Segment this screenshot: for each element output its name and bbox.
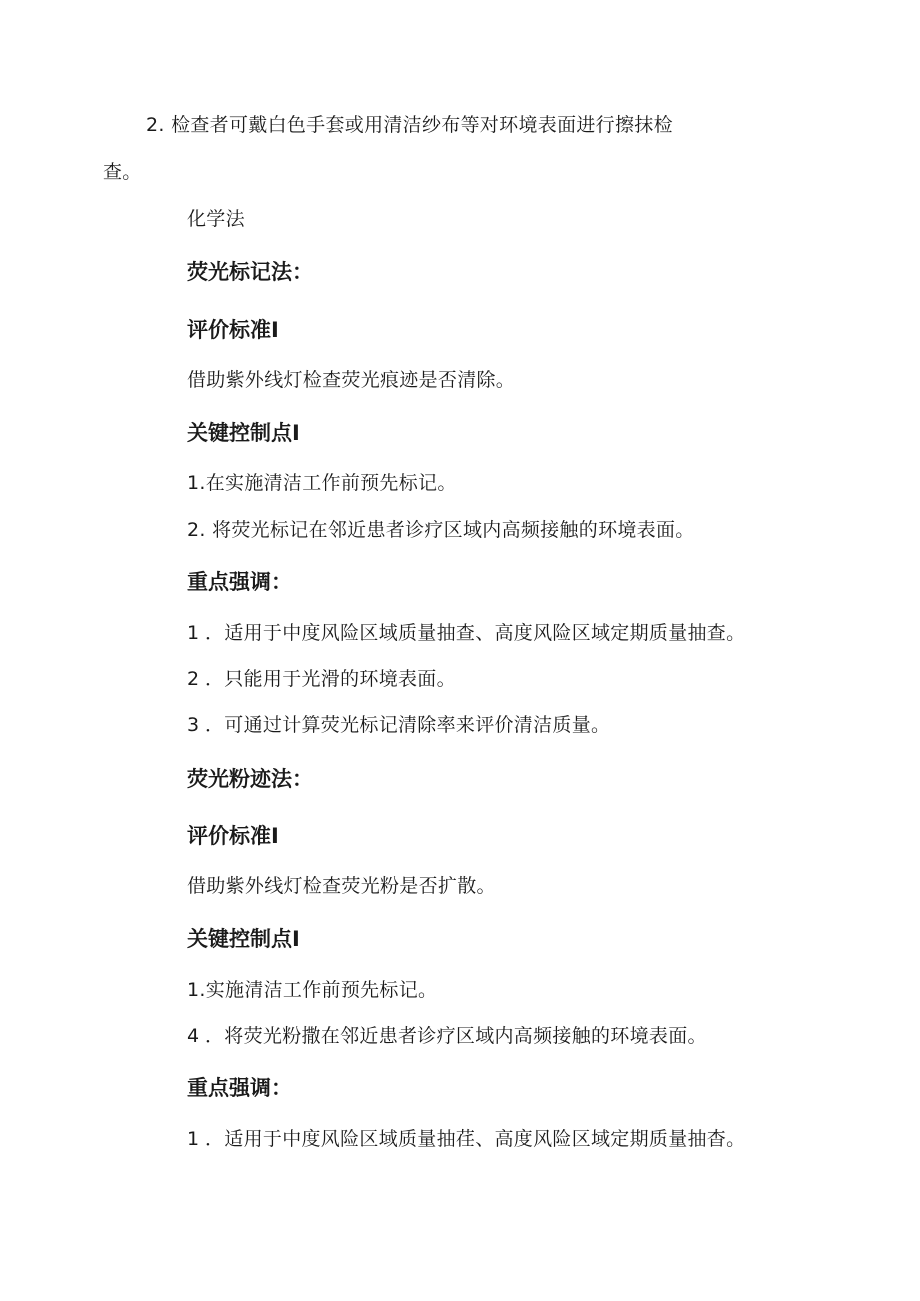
list-text: ．只能用于光滑的环境表面。 [205,668,456,690]
fluorescent-mark-emphasis-item-2 [187,667,456,691]
fluorescent-mark-emphasis-item-1 [187,621,745,645]
list-number: 1 [187,1128,200,1150]
fluorescent-powder-criteria-title: 评价标准I [187,824,279,848]
fluorescent-powder-control-title: 关键控制点I [187,927,300,951]
fluorescent-powder-control-item-2 [187,1024,707,1048]
list-text: ．将荧光粉撒在邻近患者诊疗区域内高频接触的环境表面。 [205,1025,707,1047]
fluorescent-powder-criteria-text: 借助紫外线灯检查荧光粉是否扩散。 [187,875,496,897]
list-number: 4 [187,1025,200,1047]
list-number: 1 [187,622,200,644]
fluorescent-powder-emphasis-item-1 [187,1127,745,1151]
section-chemical-title: 化学法 [187,208,245,230]
list-text: ．适用于中度风险区域质量抽查、高度风险区域定期质量抽查。 [205,622,746,644]
fluorescent-mark-title: 荧光标记法： [187,260,313,284]
fluorescent-mark-criteria-title: 评价标准I [187,318,279,342]
list-text: ．可通过计算荧光标记清除率来评价清洁质量。 [205,714,611,736]
fluorescent-powder-emphasis-title: 重点强调： [187,1076,292,1100]
fluorescent-powder-control-item-1: 1.实施清洁工作前预先标记。 [187,979,438,1001]
fluorescent-mark-control-item-2: 2. 将荧光标记在邻近患者诊疗区域内高频接触的环境表面。 [187,519,695,541]
fluorescent-powder-title: 荧光粉迹法： [187,767,313,791]
fluorescent-mark-emphasis-title: 重点强调： [187,570,292,594]
list-number: 2 [187,668,200,690]
intro-line-2: 查。 [103,161,142,183]
list-text: ．适用于中度风险区域质量抽荏、高度风险区域定期质量抽杳。 [205,1128,746,1150]
fluorescent-mark-control-title: 关键控制点I [187,421,300,445]
intro-line-1: 2. 检查者可戴白色手套或用清洁纱布等对环境表面进行擦抹检 [146,114,673,136]
list-number: 3 [187,714,200,736]
fluorescent-mark-criteria-text: 借助紫外线灯检查荧光痕迹是否清除。 [187,369,516,391]
fluorescent-mark-emphasis-item-3 [187,713,610,737]
fluorescent-mark-control-item-1: 1.在实施清洁工作前预先标记。 [187,472,457,494]
